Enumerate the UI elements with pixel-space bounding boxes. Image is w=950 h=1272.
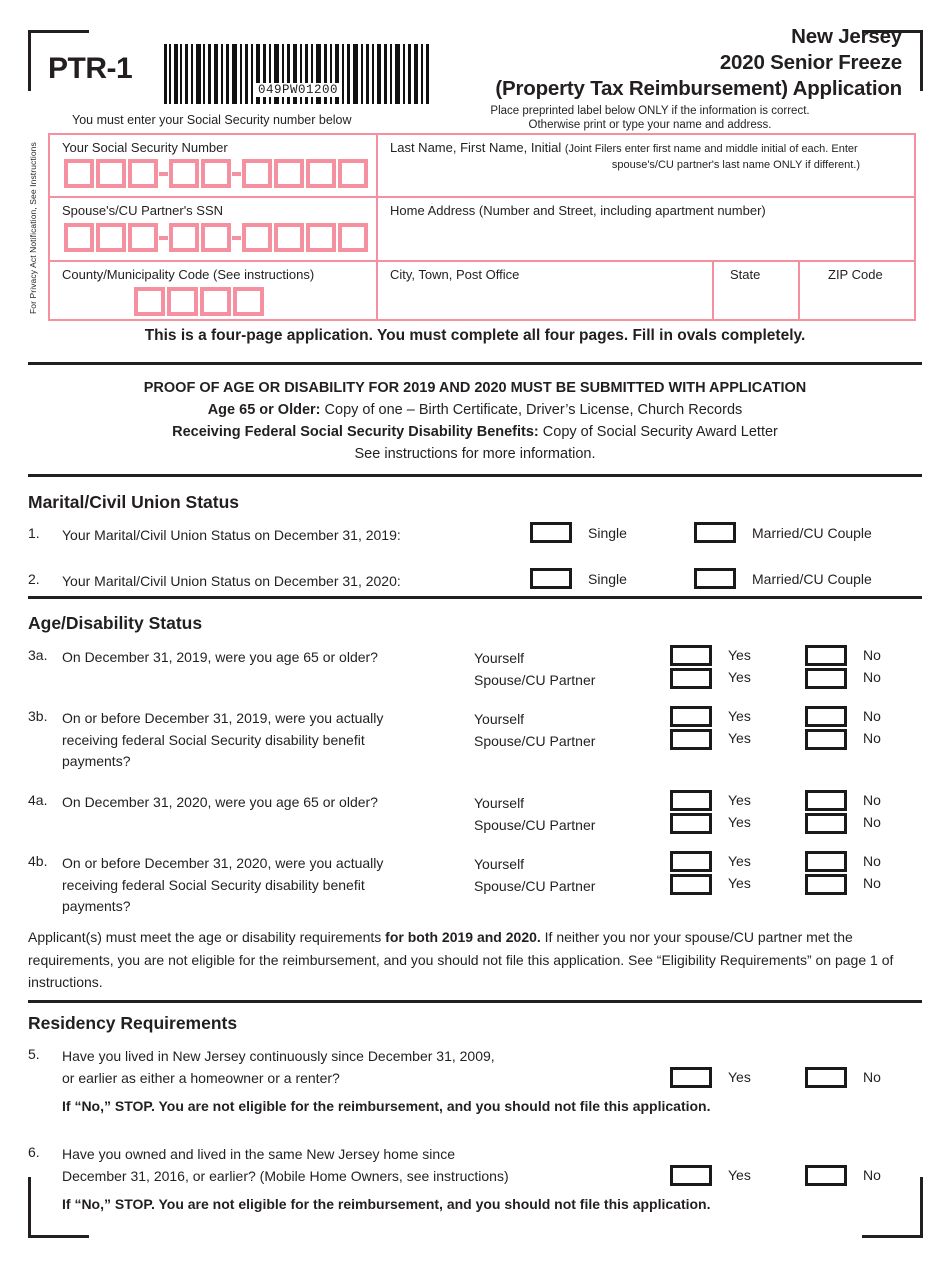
proof-age-line bbox=[0, 399, 950, 421]
ssn-box[interactable] bbox=[274, 159, 304, 188]
who-label-4a-spouse: Spouse/CU Partner bbox=[474, 817, 596, 833]
checkbox-label-3a-self-no: No bbox=[863, 647, 881, 663]
form-id-label: PTR-1 bbox=[48, 52, 133, 85]
checkbox-4a-self-no[interactable] bbox=[805, 790, 847, 811]
spouse-ssn-label: Spouse's/CU Partner's SSN bbox=[62, 203, 224, 218]
checkbox-label-3b-self-no: No bbox=[863, 708, 881, 724]
proof-see-instructions: See instructions for more information. bbox=[354, 446, 596, 462]
checkbox-3a-self-yes[interactable] bbox=[670, 645, 712, 666]
checkbox-3b-spouse-yes[interactable] bbox=[670, 729, 712, 750]
checkbox-label-3b-self-yes: Yes bbox=[728, 708, 751, 724]
checkbox-label-4a-spouse-no: No bbox=[863, 814, 881, 830]
question-text-5 bbox=[62, 1046, 642, 1089]
ssn-box[interactable] bbox=[242, 159, 272, 188]
ssn-box[interactable] bbox=[201, 159, 231, 188]
form-title bbox=[495, 24, 902, 102]
divider-above-marital bbox=[28, 474, 922, 477]
ssn-separator-dash bbox=[159, 236, 168, 240]
stop-note-5: If “No,” STOP. You are not eligible for the reimbursement, and you should not file this application. bbox=[62, 1098, 711, 1114]
checkbox-label-4a-self-no: No bbox=[863, 792, 881, 808]
section-heading-age-disability: Age/Disability Status bbox=[28, 613, 203, 633]
question-text-6-line-1: Have you owned and lived in the same New Jersey home since bbox=[62, 1146, 455, 1162]
checkbox-1-married[interactable] bbox=[694, 522, 736, 543]
question-text-5-line-1: Have you lived in New Jersey continuously since December 31, 2009, bbox=[62, 1048, 495, 1064]
county-code-box[interactable] bbox=[167, 287, 198, 316]
barcode-number: 049PW01200 bbox=[257, 83, 339, 97]
checkbox-3b-self-yes[interactable] bbox=[670, 706, 712, 727]
spouse-ssn-box[interactable] bbox=[242, 223, 272, 252]
eligibility-note-part-2: If neither you nor your spouse/CU partner met the requirements, you are not eligible for the reimbursement, and you should not file this application. See “Eligibility Requirements” on page 1 of instructions. bbox=[28, 929, 894, 990]
city-input-field[interactable] bbox=[380, 263, 710, 321]
question-text-3b-line-1: On or before December 31, 2019, were you actually bbox=[62, 710, 384, 726]
county-code-box[interactable] bbox=[200, 287, 231, 316]
ssn-box[interactable] bbox=[64, 159, 94, 188]
form-title-line-1: New Jersey bbox=[791, 25, 902, 48]
checkbox-label-3a-self-yes: Yes bbox=[728, 647, 751, 663]
divider-above-residency bbox=[28, 1000, 922, 1003]
checkbox-label-4b-spouse-no: No bbox=[863, 875, 881, 891]
eligibility-note-part-1: Applicant(s) must meet the age or disability requirements bbox=[28, 929, 386, 945]
eligibility-note-bold: for both 2019 and 2020. bbox=[385, 929, 541, 945]
question-text-6 bbox=[62, 1144, 642, 1187]
spouse-ssn-box[interactable] bbox=[338, 223, 368, 252]
spouse-ssn-box[interactable] bbox=[64, 223, 94, 252]
question-text-3b-line-2: receiving federal Social Security disability benefit bbox=[62, 731, 365, 748]
question-text-1: Your Marital/Civil Union Status on December 31, 2019: bbox=[62, 527, 401, 543]
checkbox-label-5-no: No bbox=[863, 1069, 881, 1085]
question-number-3b: 3b. bbox=[28, 708, 48, 724]
zip-field-label: ZIP Code bbox=[828, 267, 883, 282]
ssn-separator-dash bbox=[232, 172, 241, 176]
who-label-3b-spouse: Spouse/CU Partner bbox=[474, 733, 596, 749]
taxpayer-info-grid bbox=[48, 133, 916, 321]
checkbox-4a-self-yes[interactable] bbox=[670, 790, 712, 811]
eligibility-note bbox=[28, 926, 922, 994]
question-text-3b-line-3: payments? bbox=[62, 753, 131, 769]
city-field-label: City, Town, Post Office bbox=[390, 267, 520, 282]
checkbox-2-single[interactable] bbox=[530, 568, 572, 589]
who-label-4b-self: Yourself bbox=[474, 856, 525, 872]
ssn-box[interactable] bbox=[306, 159, 336, 188]
checkbox-label-3b-spouse-no: No bbox=[863, 730, 881, 746]
question-number-5: 5. bbox=[28, 1046, 40, 1062]
privacy-act-notice: For Privacy Act Notification, See Instructions bbox=[28, 142, 38, 314]
form-header bbox=[0, 18, 950, 98]
checkbox-label-3a-spouse-no: No bbox=[863, 669, 881, 685]
checkbox-3a-spouse-no[interactable] bbox=[805, 668, 847, 689]
question-number-4a: 4a. bbox=[28, 792, 48, 808]
your-ssn-input-boxes[interactable] bbox=[64, 159, 368, 188]
ssn-separator-dash bbox=[232, 236, 241, 240]
preprinted-label-instruction bbox=[400, 104, 900, 132]
checkbox-4a-spouse-yes[interactable] bbox=[670, 813, 712, 834]
question-number-3a: 3a. bbox=[28, 647, 48, 663]
proof-requirements-block bbox=[0, 377, 950, 465]
form-title-line-2: 2020 Senior Freeze bbox=[719, 51, 902, 74]
proof-age-rest: Copy of one – Birth Certificate, Driver’s License, Church Records bbox=[320, 402, 743, 418]
checkbox-3b-spouse-no[interactable] bbox=[805, 729, 847, 750]
question-text-5-line-2: or earlier as either a homeowner or a renter? bbox=[62, 1069, 340, 1086]
address-field-label: Home Address (Number and Street, including apartment number) bbox=[390, 203, 766, 218]
question-text-6-line-2: December 31, 2016, or earlier? (Mobile Home Owners, see instructions) bbox=[62, 1167, 509, 1184]
checkbox-label-1-single: Single bbox=[588, 525, 627, 541]
checkbox-label-4a-spouse-yes: Yes bbox=[728, 814, 751, 830]
checkbox-3b-self-no[interactable] bbox=[805, 706, 847, 727]
proof-heading: PROOF OF AGE OR DISABILITY FOR 2019 AND 2020 MUST BE SUBMITTED WITH APPLICATION bbox=[143, 380, 807, 396]
preprinted-label-line-1: Place preprinted label below ONLY if the information is correct. bbox=[490, 105, 810, 117]
checkbox-5-yes[interactable] bbox=[670, 1067, 712, 1088]
question-number-6: 6. bbox=[28, 1144, 40, 1160]
question-text-2: Your Marital/Civil Union Status on December 31, 2020: bbox=[62, 573, 401, 589]
question-text-4b bbox=[62, 853, 462, 918]
checkbox-label-4a-self-yes: Yes bbox=[728, 792, 751, 808]
checkbox-4b-self-no[interactable] bbox=[805, 851, 847, 872]
checkbox-label-1-married: Married/CU Couple bbox=[752, 525, 872, 541]
checkbox-label-4b-spouse-yes: Yes bbox=[728, 875, 751, 891]
zip-input-field[interactable] bbox=[800, 263, 912, 321]
checkbox-3a-spouse-yes[interactable] bbox=[670, 668, 712, 689]
question-text-3b bbox=[62, 708, 462, 773]
name-label-bold: Last Name, First Name, Initial bbox=[390, 140, 562, 155]
corner-bracket-bottom-right bbox=[862, 1177, 923, 1238]
checkbox-4b-spouse-yes[interactable] bbox=[670, 874, 712, 895]
spouse-ssn-box[interactable] bbox=[96, 223, 126, 252]
barcode bbox=[164, 44, 432, 104]
checkbox-4a-spouse-no[interactable] bbox=[805, 813, 847, 834]
question-number-2: 2. bbox=[28, 571, 40, 587]
checkbox-6-yes[interactable] bbox=[670, 1165, 712, 1186]
preprinted-label-line-2: Otherwise print or type your name and address. bbox=[528, 119, 772, 131]
ssn-box[interactable] bbox=[128, 159, 158, 188]
spouse-ssn-box[interactable] bbox=[128, 223, 158, 252]
your-ssn-label: Your Social Security Number bbox=[62, 140, 228, 155]
checkbox-6-no[interactable] bbox=[805, 1165, 847, 1186]
checkbox-4b-self-yes[interactable] bbox=[670, 851, 712, 872]
who-label-3a-self: Yourself bbox=[474, 650, 525, 666]
proof-age-bold: Age 65 or Older: bbox=[207, 402, 321, 418]
proof-disability-bold: Receiving Federal Social Security Disability Benefits: bbox=[172, 424, 539, 440]
proof-disability-rest: Copy of Social Security Award Letter bbox=[538, 424, 778, 440]
question-text-4b-line-2: receiving federal Social Security disability benefit bbox=[62, 876, 365, 893]
county-code-input-boxes[interactable] bbox=[134, 287, 264, 316]
checkbox-label-6-yes: Yes bbox=[728, 1167, 751, 1183]
checkbox-2-married[interactable] bbox=[694, 568, 736, 589]
checkbox-label-3b-spouse-yes: Yes bbox=[728, 730, 751, 746]
county-code-label: County/Municipality Code (See instructions) bbox=[62, 267, 315, 282]
checkbox-label-4b-self-yes: Yes bbox=[728, 853, 751, 869]
checkbox-label-5-yes: Yes bbox=[728, 1069, 751, 1085]
ssn-instruction-text: You must enter your Social Security number below bbox=[72, 113, 352, 127]
question-number-1: 1. bbox=[28, 525, 40, 541]
who-label-4a-self: Yourself bbox=[474, 795, 525, 811]
section-heading-marital: Marital/Civil Union Status bbox=[28, 492, 239, 512]
who-label-3b-self: Yourself bbox=[474, 711, 525, 727]
ssn-box[interactable] bbox=[96, 159, 126, 188]
proof-disability-line bbox=[0, 421, 950, 443]
ssn-box[interactable] bbox=[338, 159, 368, 188]
who-label-4b-spouse: Spouse/CU Partner bbox=[474, 878, 596, 894]
ssn-separator-dash bbox=[159, 172, 168, 176]
checkbox-3a-self-no[interactable] bbox=[805, 645, 847, 666]
checkbox-label-4b-self-no: No bbox=[863, 853, 881, 869]
question-number-4b: 4b. bbox=[28, 853, 48, 869]
divider-above-age-disability bbox=[28, 596, 922, 599]
ssn-box[interactable] bbox=[169, 159, 199, 188]
checkbox-label-2-married: Married/CU Couple bbox=[752, 571, 872, 587]
question-text-4b-line-1: On or before December 31, 2020, were you actually bbox=[62, 855, 384, 871]
divider-above-proof bbox=[28, 362, 922, 365]
name-input-field[interactable] bbox=[380, 137, 914, 194]
spouse-ssn-box[interactable] bbox=[274, 223, 304, 252]
checkbox-5-no[interactable] bbox=[805, 1067, 847, 1088]
grid-divider-vertical-main bbox=[376, 135, 378, 319]
question-text-4a: On December 31, 2020, were you age 65 or older? bbox=[62, 794, 378, 810]
question-text-3a: On December 31, 2019, were you age 65 or older? bbox=[62, 649, 378, 665]
checkbox-label-2-single: Single bbox=[588, 571, 627, 587]
spouse-ssn-box[interactable] bbox=[201, 223, 231, 252]
county-code-box[interactable] bbox=[134, 287, 165, 316]
state-input-field[interactable] bbox=[714, 263, 796, 321]
spouse-ssn-box[interactable] bbox=[169, 223, 199, 252]
checkbox-label-6-no: No bbox=[863, 1167, 881, 1183]
question-text-4b-line-3: payments? bbox=[62, 898, 131, 914]
address-input-field[interactable] bbox=[380, 199, 914, 258]
county-code-box[interactable] bbox=[233, 287, 264, 316]
spouse-ssn-input-boxes[interactable] bbox=[64, 223, 368, 252]
section-heading-residency: Residency Requirements bbox=[28, 1013, 238, 1033]
spouse-ssn-box[interactable] bbox=[306, 223, 336, 252]
form-title-line-3: (Property Tax Reimbursement) Application bbox=[495, 77, 902, 100]
grid-divider-horizontal-1 bbox=[50, 196, 914, 198]
name-label-note-2: spouse's/CU partner's last name ONLY if different.) bbox=[611, 159, 860, 171]
checkbox-label-3a-spouse-yes: Yes bbox=[728, 669, 751, 685]
state-field-label: State bbox=[730, 267, 761, 282]
stop-note-6: If “No,” STOP. You are not eligible for the reimbursement, and you should not file this application. bbox=[62, 1196, 711, 1212]
four-page-notice: This is a four-page application. You must complete all four pages. Fill in ovals completely. bbox=[144, 327, 806, 344]
checkbox-4b-spouse-no[interactable] bbox=[805, 874, 847, 895]
grid-divider-horizontal-2 bbox=[50, 260, 914, 262]
who-label-3a-spouse: Spouse/CU Partner bbox=[474, 672, 596, 688]
name-label-note-1: (Joint Filers enter first name and middle initial of each. Enter bbox=[564, 143, 858, 155]
checkbox-1-single[interactable] bbox=[530, 522, 572, 543]
